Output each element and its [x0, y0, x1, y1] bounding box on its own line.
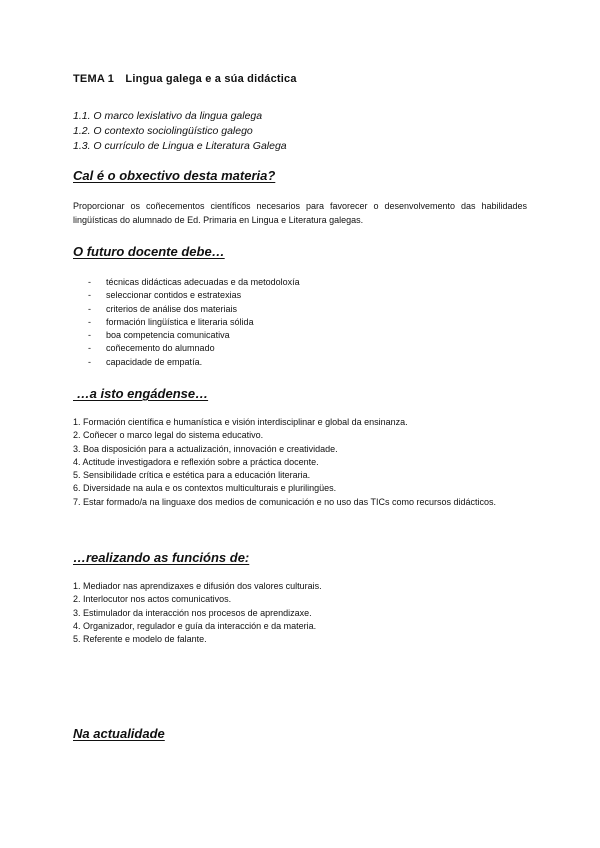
section-heading-additions: …a isto engádense…	[73, 386, 209, 401]
list-item: 2. Coñecer o marco legal do sistema educativo.	[73, 430, 264, 441]
list-item: - seleccionar contidos e estratexias	[88, 290, 242, 301]
list-item: 4. Organizador, regulador e guía da interacción e da materia.	[73, 620, 317, 631]
list-item: 4. Actitude investigadora e reflexión sobre a práctica docente.	[73, 456, 319, 467]
list-item: 6. Diversidade na aula e os contextos multiculturais e plurilingües.	[73, 483, 337, 494]
list-item: 5. Sensibilidade crítica e estética para a educación literaria.	[73, 470, 311, 481]
functions-list	[73, 580, 527, 646]
list-item: 2. Interlocutor nos actos comunicativos.	[73, 594, 232, 605]
list-item: - coñecemento do alumnado	[88, 343, 215, 354]
list-item: - capacidade de empatía.	[88, 356, 203, 367]
list-item: - formación lingüística e literaria sólida	[88, 316, 254, 327]
section-heading-functions: …realizando as funcións de:	[73, 550, 250, 565]
document-title	[73, 73, 297, 85]
list-item: - técnicas didácticas adecuadas e da metodoloxía	[88, 277, 300, 287]
teacher-skills-list	[88, 276, 300, 369]
list-item: 1. Formación científica e humanística e visión interdisciplinar e global da ensinanza.	[73, 417, 408, 427]
objective-paragraph: Proporcionar os coñecementos científicos necesarios para favorecer o desenvolvemento das habilidades lingüísticas do alumnado de Ed. Primaria en Lingua e Literatura galegas.	[73, 201, 527, 225]
list-item: - boa competencia comunicativa	[88, 330, 230, 341]
list-item: 5. Referente e modelo de falante.	[73, 634, 207, 645]
list-item: 1. Mediador nas aprendizaxes e difusión dos valores culturais.	[73, 581, 322, 591]
additions-list	[73, 416, 527, 509]
title-text: Lingua galega e a súa didáctica	[125, 73, 297, 85]
list-item: 3. Estimulador da interacción nos procesos de aprendizaxe.	[73, 607, 312, 618]
toc-item: 1.2. O contexto sociolingüístico galego	[73, 125, 253, 137]
section-heading-currently: Na actualidade	[73, 726, 165, 741]
list-item: 3. Boa disposición para a actualización, innovación e creatividade.	[73, 443, 338, 454]
toc-item: 1.1. O marco lexislativo da lingua galega	[73, 110, 263, 122]
toc-item: 1.3. O currículo de Lingua e Literatura Galega	[73, 140, 287, 152]
section-heading-future-teacher: O futuro docente debe…	[73, 244, 225, 259]
list-item: - criterios de análise dos materiais	[88, 303, 238, 314]
title-number: TEMA 1	[73, 73, 115, 85]
table-of-contents	[73, 109, 287, 154]
list-item: 7. Estar formado/a na linguaxe dos medios de comunicación e no uso das TICs como recursos didácticos.	[73, 496, 497, 507]
section-heading-objective: Cal é o obxectivo desta materia?	[73, 168, 276, 183]
